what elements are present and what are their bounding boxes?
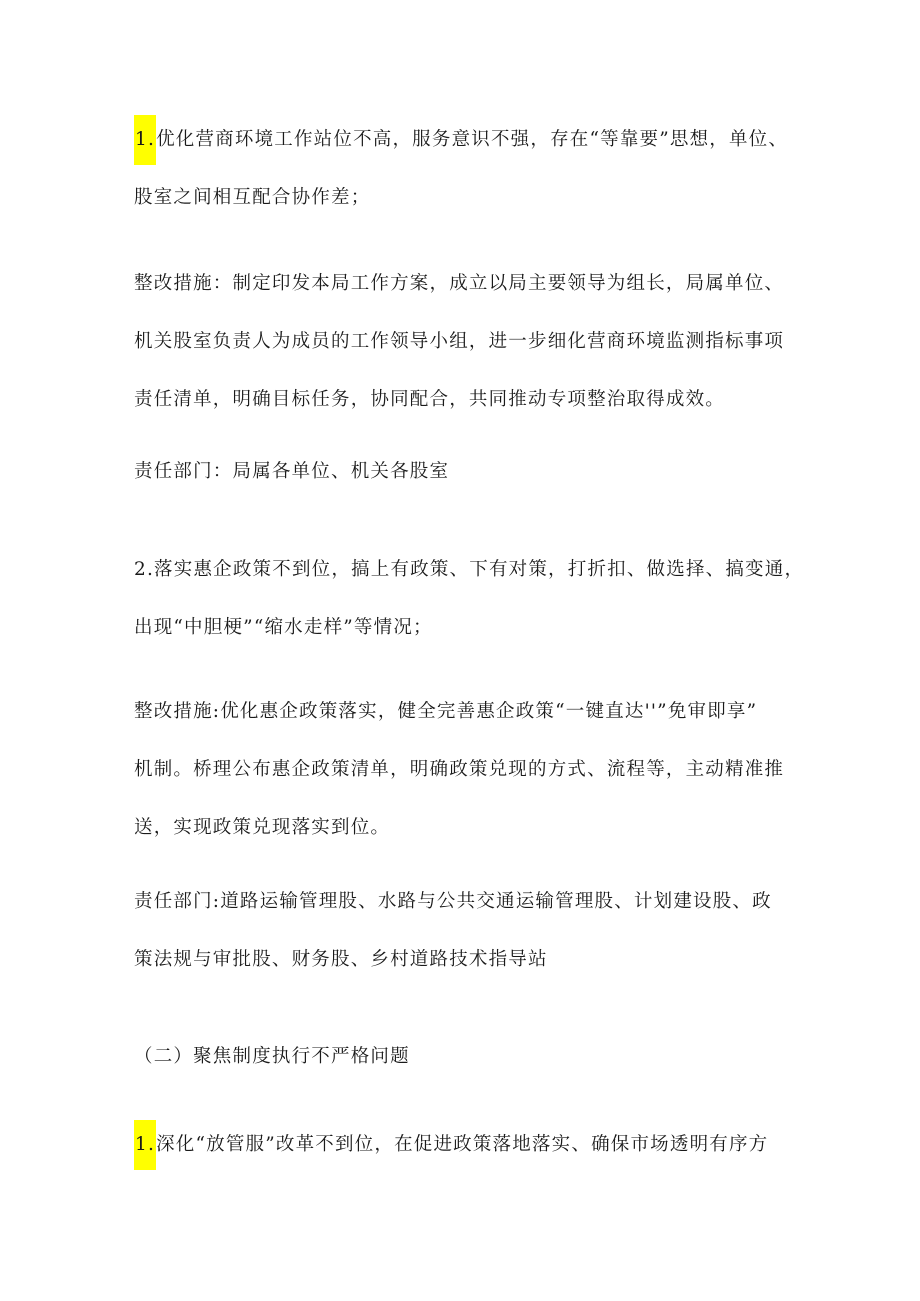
paragraph-line: 责任部门:道路运输管理股、水路与公共交通运输管理股、计划建设股、政 — [134, 891, 772, 912]
paragraph-line: 送，实现政策兑现落实到位。 — [134, 817, 391, 838]
paragraph-issue-1 — [134, 111, 806, 227]
paragraph-line: 机制。桥理公布惠企政策清单，明确政策兑现的方式、流程等，主动精准推 — [134, 759, 785, 780]
paragraph-measures-1 — [134, 255, 806, 429]
paragraph-issue-2 — [134, 541, 806, 657]
paragraph-responsible-1 — [134, 443, 806, 501]
paragraph-line: 策法规与审批股、财务股、乡村道路技术指导站 — [134, 949, 548, 970]
paragraph-line: 2.落实惠企政策不到位，搞上有政策、下有对策，打折扣、做选择、搞变通， — [134, 559, 805, 580]
paragraph-line: 出现“中胆梗”“缩水走样”等情况； — [134, 617, 433, 638]
paragraph-issue-3 — [134, 1116, 806, 1174]
paragraph-line: 股室之间相互配合协作差； — [134, 187, 371, 208]
highlighted-number: 1. — [134, 115, 156, 165]
section-heading: （二）聚焦制度执行不严格问题 — [134, 1046, 410, 1067]
paragraph-line: 整改措施:优化惠企政策落实，健全完善惠企政策“一键直达''”免审即享” — [134, 701, 758, 722]
paragraph-line: 整改措施：制定印发本局工作方案，成立以局主要领导为组长，局属单位、 — [134, 273, 785, 294]
paragraph-measures-2 — [134, 683, 806, 857]
paragraph-line: 1.优化营商环境工作站位不高，服务意识不强，存在“等靠要”思想，单位、 — [134, 111, 806, 169]
paragraph-responsible-2 — [134, 873, 806, 989]
paragraph-line: 1.深化“放管服”改革不到位，在促进政策落地落实、确保市场透明有序方 — [134, 1116, 806, 1174]
highlighted-number: 1. — [134, 1120, 156, 1170]
paragraph-line: 责任清单，明确目标任务，协同配合，共同推动专项整治取得成效。 — [134, 389, 726, 410]
paragraph-line: 机关股室负责人为成员的工作领导小组，进一步细化营商环境监测指标事项 — [134, 331, 785, 352]
paragraph-line: 责任部门：局属各单位、机关各股室 — [134, 461, 450, 482]
